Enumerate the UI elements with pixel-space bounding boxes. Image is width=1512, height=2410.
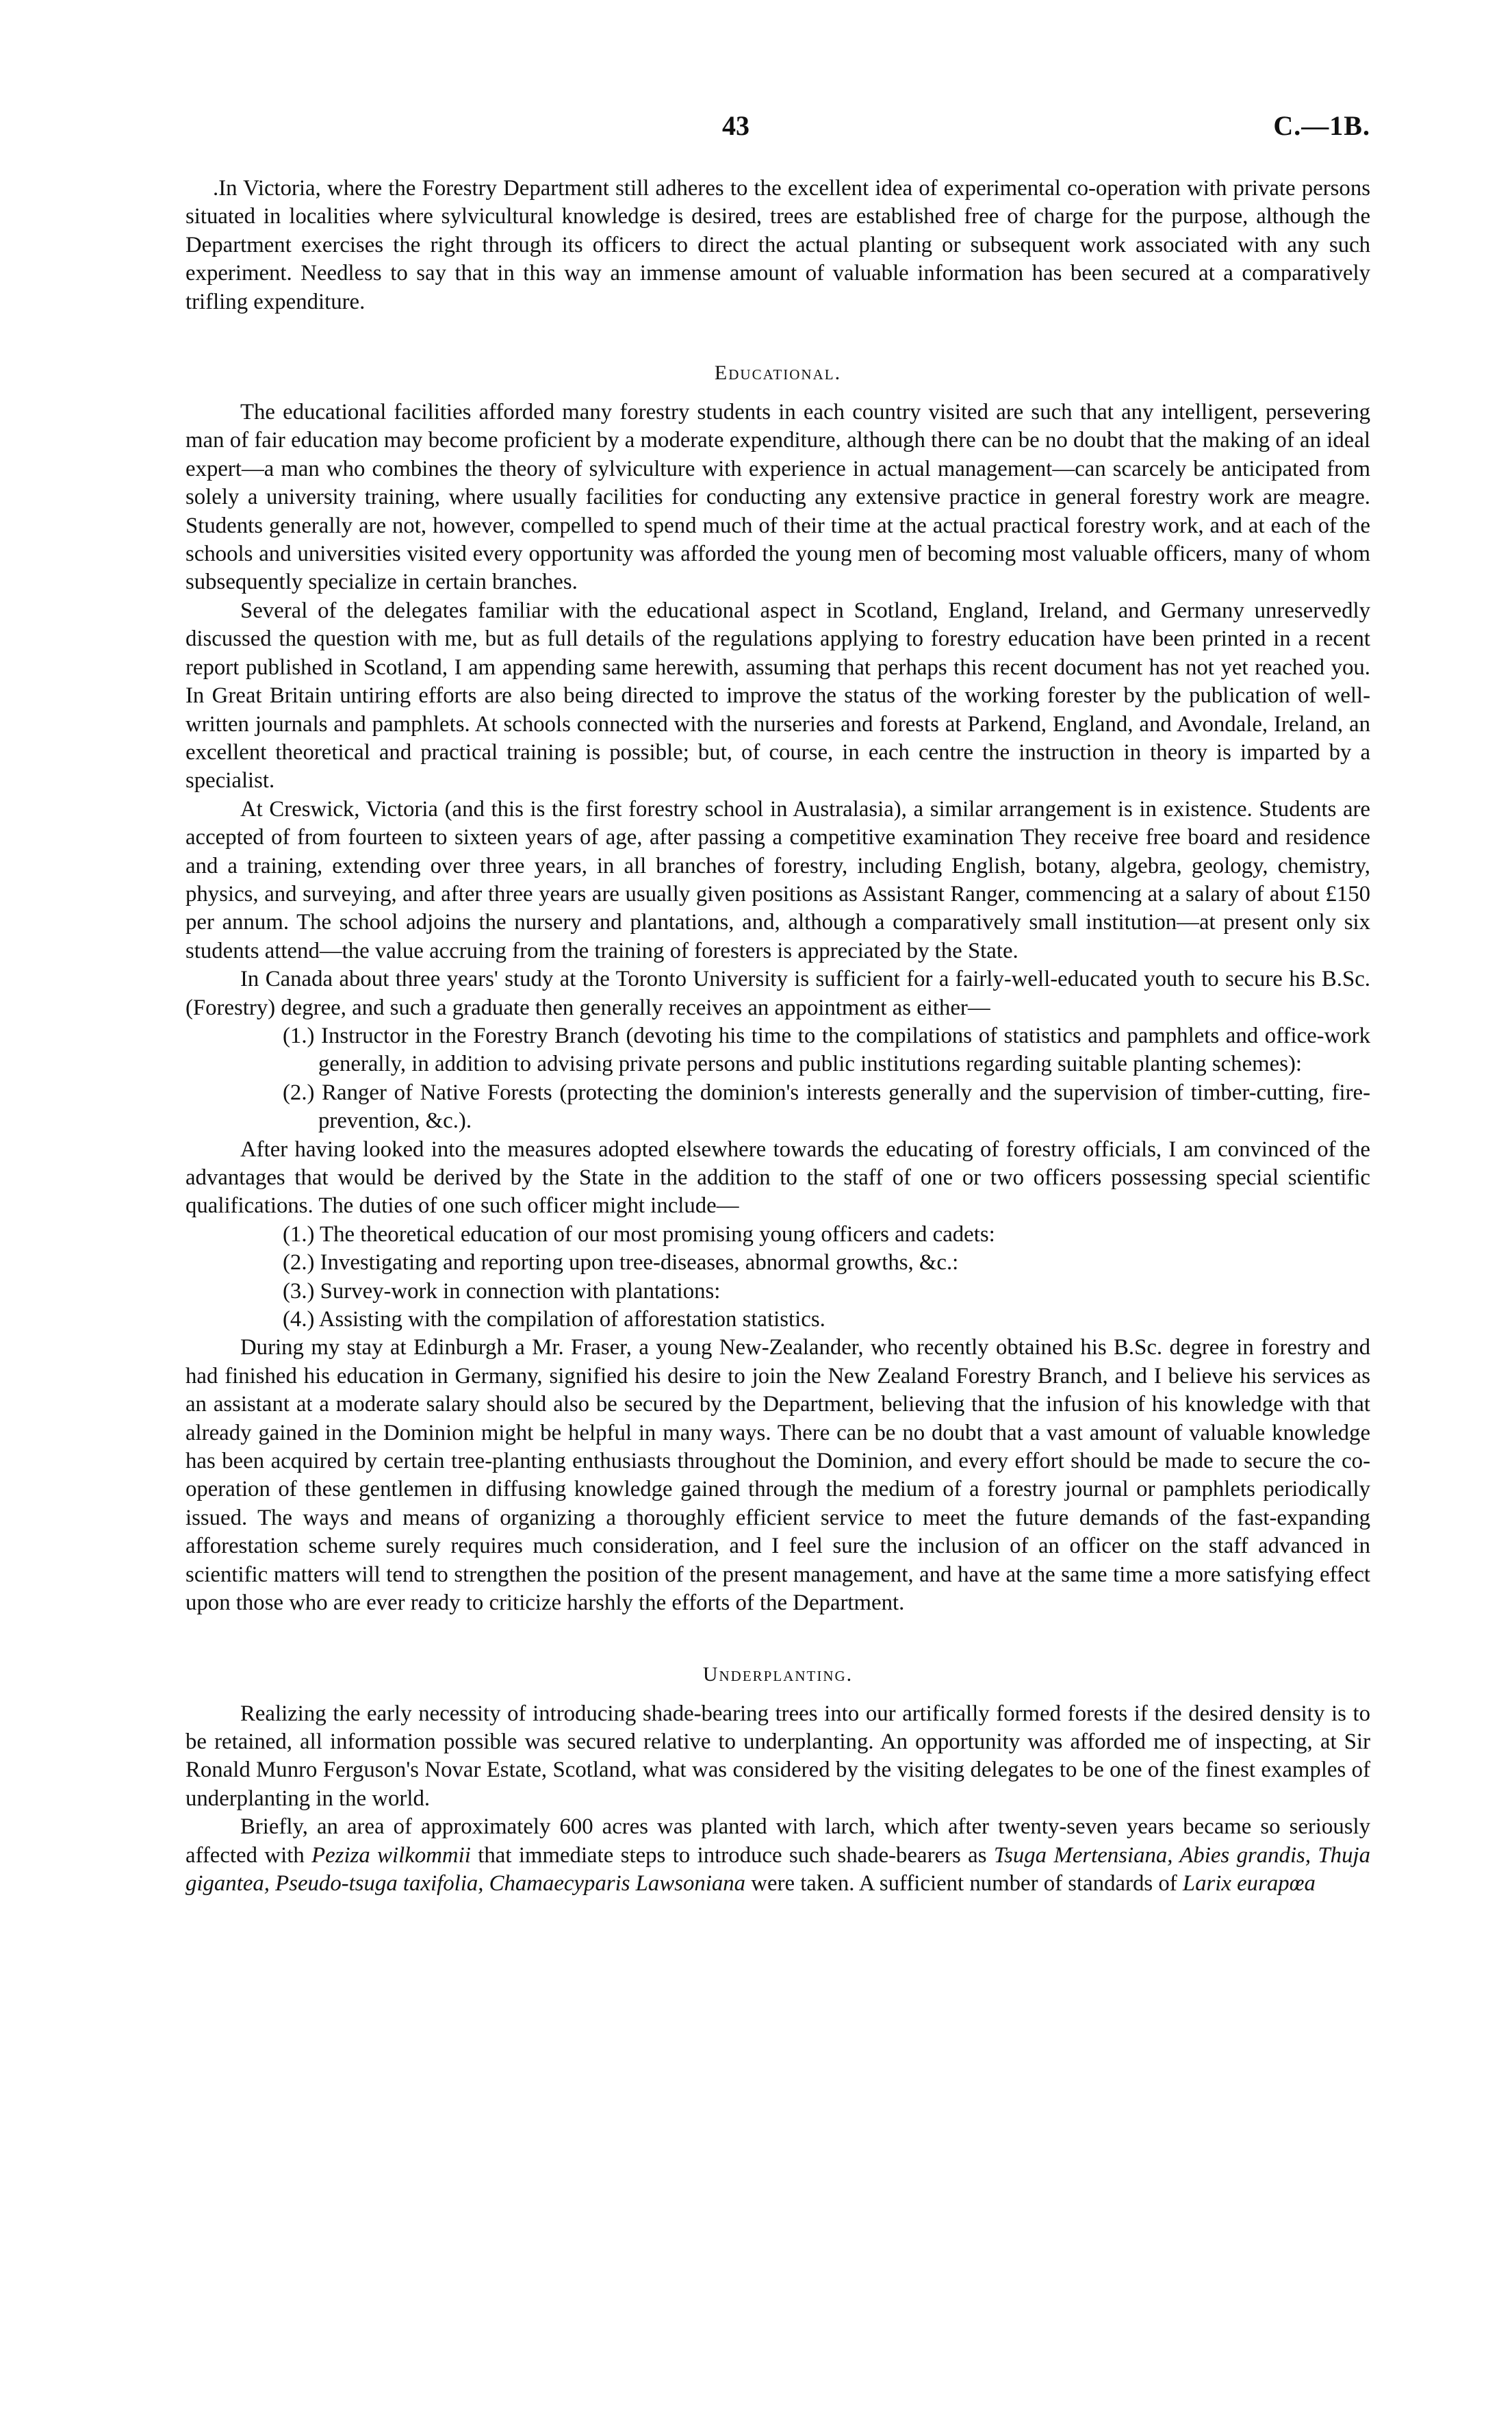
page-content — [185, 103, 1370, 1898]
educational-paragraph-3: At Creswick, Victoria (and this is the first forestry school in Australasia), a similar arrangement is in existence. Students are accepted of from fourteen to sixteen years of age, after passing a competitive examination They receive free board and residence and a training, extending over three years, in all branches of forestry, including English, botany, algebra, geology, chemistry, physics, and surveying, and after three years are usually given positions as Assistant Ranger, commencing at a salary of about £150 per annum. The school adjoins the nursery and plantations, and, although a comparatively small institution—at present only six students attend—the value accruing from the training of foresters is appreciated by the State. — [185, 796, 1370, 963]
list-item: (3.) Survey-work in connection with plantations: — [283, 1278, 721, 1304]
list-item: (1.) The theoretical education of our most promising young officers and cadets: — [283, 1221, 995, 1247]
text-run: Briefly, an area of approximately 600 acres was planted with larch, which after twenty-seven years became so seriously affected with — [185, 1814, 1370, 1868]
intro-paragraph: .In Victoria, where the Forestry Department still adheres to the excellent idea of experimental co-operation with private persons situated in localities where sylvicultural knowledge is desired, trees are established free of charge for the purpose, although the Department exercises the right through its officers to direct the actual planting or subsequent work associated with any such experiment. Needless to say that in this way an immense amount of valuable information has been secured at a comparatively trifling expenditure. — [185, 176, 1370, 314]
species-list: Tsuga Mertensiana, Abies grandis, Thuja gigantea, Pseudo-tsuga taxifolia, Chamaecyparis Lawsoniana — [185, 1842, 1370, 1896]
underplanting-paragraph-1: Realizing the early necessity of introducing shade-bearing trees into our artifically formed forests if the desired density is to be retained, all information possible was secured relative to underplanting. An opportunity was afforded me of inspecting, at Sir Ronald Munro Ferguson's Novar Estate, Scotland, what was considered by the visiting delegates to be one of the finest examples of underplanting in the world. — [185, 1701, 1370, 1811]
underplanting-paragraph-2 — [185, 1813, 1370, 1898]
list-item: (2.) Ranger of Native Forests (protecting the dominion's interests generally and the supervision of timber-cutting, fire-prevention, &c.). — [283, 1080, 1370, 1134]
educational-paragraph-2: Several of the delegates familiar with the educational aspect in Scotland, England, Ireland, and Germany unreservedly discussed the question with me, but as full details of the regulations applying to forestry education have been printed in a recent report published in Scotland, I am appending same herewith, assuming that perhaps this recent document has not yet reached you. In Great Britain untiring efforts are also being directed to improve the status of the working forester by the publication of well-written journals and pamphlets. At schools connected with the nurseries and forests at Parkend, England, and Avondale, Ireland, an excellent theoretical and practical training is possible; but, of course, in each centre the instruction in theory is imparted by a specialist. — [185, 598, 1370, 794]
list-item: (2.) Investigating and reporting upon tree-diseases, abnormal growths, &c.: — [283, 1250, 959, 1276]
document-reference: C.—1B. — [1273, 110, 1370, 141]
list-item: (4.) Assisting with the compilation of afforestation statistics. — [283, 1307, 825, 1332]
educational-paragraph-1: The educational facilities afforded many forestry students in each country visited are such that any intelligent, persevering man of fair education may become proficient by a moderate expenditure, although there can be no doubt that the making of an ideal expert—a man who combines the theory of sylviculture with experience in actual management—can scarcely be anticipated from solely a university training, where usually facilities for conducting any extensive practice in general forestry work are meagre. Students generally are not, however, compelled to spend much of their time at the actual practical forestry work, and at each of the schools and universities visited every opportunity was afforded the young men of becoming most valuable officers, many of whom subsequently specialize in certain branches. — [185, 400, 1370, 595]
section-heading-educational: Educational. — [714, 362, 842, 385]
species-name: Peziza wilkommii — [311, 1842, 471, 1868]
educational-closing-paragraph: During my stay at Edinburgh a Mr. Fraser, a young New-Zealander, who recently obtained his B.Sc. degree in forestry and had finished his education in Germany, signified his desire to join the New Zealand Forestry Branch, and I believe his services as an assistant at a moderate salary should also be secured by the Department, believing that the infusion of his knowledge with that already gained in the Dominion might be helpful in many ways. There can be no doubt that a vast amount of valuable knowledge has been acquired by certain tree-planting enthusiasts throughout the Dominion, and every effort should be made to secure the co-operation of these gentlemen in diffusing knowledge gained through the medium of a forestry journal or pamphlets periodically issued. The ways and means of organizing a thoroughly efficient service to meet the future demands of the fast-expanding afforestation scheme surely requires much consideration, and I feel sure the inclusion of an officer on the staff advanced in scientific matters will tend to strengthen the position of the present management, and have at the same time a more satisfying effect upon those who are ever ready to criticize harshly the efforts of the Department. — [185, 1335, 1370, 1616]
page-number: 43 — [722, 110, 749, 141]
list-item: (1.) Instructor in the Forestry Branch (devoting his time to the compilations of statistics and pamphlets and office-work generally, in addition to advising private persons and public institutions regarding suitable planting schemes): — [283, 1023, 1370, 1077]
species-name: Larix eurapœa — [1182, 1870, 1316, 1896]
appointments-list — [185, 1022, 1370, 1136]
duties-intro-paragraph: After having looked into the measures adopted elsewhere towards the educating of forestry officials, I am convinced of the advantages that would be derived by the State in the addition to the staff of one or two officers possessing special scientific qualifications. The duties of one such officer might include— — [185, 1137, 1370, 1219]
text-run: were taken. A sufficient number of standards of — [745, 1870, 1183, 1896]
educational-paragraph-4: In Canada about three years' study at the Toronto University is sufficient for a fairly-well-educated youth to secure his B.Sc. (Forestry) degree, and such a graduate then generally receives an appointment as either— — [185, 967, 1370, 1020]
section-heading-underplanting: Underplanting. — [702, 1662, 854, 1686]
duties-list — [185, 1221, 1370, 1334]
text-run: that immediate steps to introduce such shade-bearers as — [470, 1842, 994, 1868]
